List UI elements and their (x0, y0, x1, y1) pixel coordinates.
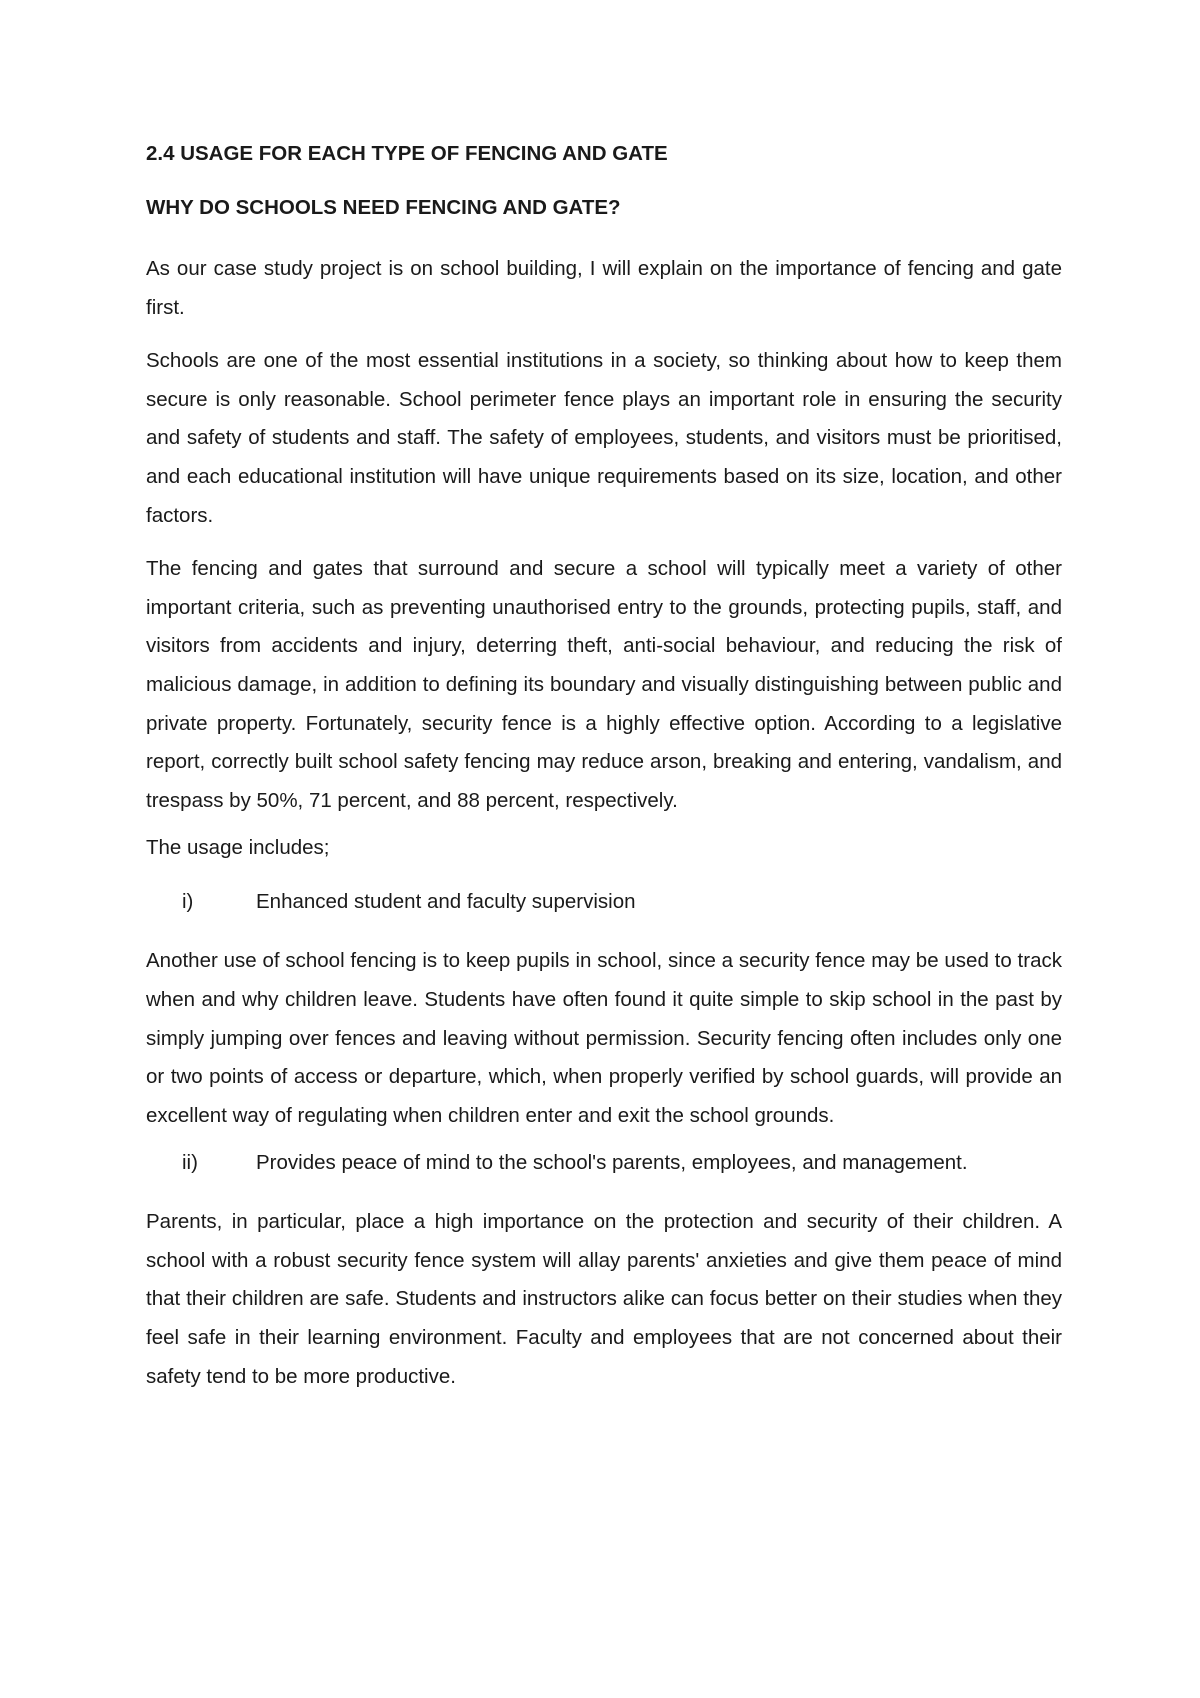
list-text-2: Provides peace of mind to the school's parents, employees, and management. (256, 1151, 968, 1175)
usage-intro: The usage includes; (146, 836, 330, 860)
section-heading: 2.4 USAGE FOR EACH TYPE OF FENCING AND GATE (146, 142, 668, 165)
list-marker-2: ii) (182, 1151, 198, 1175)
list-item-1 (146, 889, 1062, 915)
document-page (146, 142, 1062, 1396)
paragraph-criteria: The fencing and gates that surround and secure a school will typically meet a variety of other important criteria, such as preventing unauthorised entry to the grounds, protecting pupils, staff, and visitors from accidents and injury, deterring theft, anti-social behaviour, and reducing the risk of malicious damage, in addition to defining its boundary and visually distinguishing between public and private property. Fortunately, security fence is a highly effective option. According to a legislative report, correctly built school safety fencing may reduce arson, breaking and entering, vandalism, and trespass by 50%, 71 percent, and 88 percent, respectively. (146, 557, 1062, 812)
paragraph-security: Schools are one of the most essential institutions in a society, so thinking about how to keep them secure is only reasonable. School perimeter fence plays an important role in ensuring the security and safety of students and staff. The safety of employees, students, and visitors must be prioritised, and each educational institution will have unique requirements based on its size, location, and other factors. (146, 349, 1062, 527)
paragraph-supervision: Another use of school fencing is to keep pupils in school, since a security fence may be used to track when and why children leave. Students have often found it quite simple to skip school in the past by simply jumping over fences and leaving without permission. Security fencing often includes only one or two points of access or departure, which, when properly verified by school guards, will provide an excellent way of regulating when children enter and exit the school grounds. (146, 949, 1062, 1127)
list-marker-1: i) (182, 890, 194, 914)
intro-paragraph: As our case study project is on school building, I will explain on the importance of fencing and gate first. (146, 257, 1062, 319)
list-text-1: Enhanced student and faculty supervision (256, 890, 636, 914)
question-heading: WHY DO SCHOOLS NEED FENCING AND GATE? (146, 196, 621, 219)
list-item-2 (146, 1150, 1062, 1176)
paragraph-peace-of-mind: Parents, in particular, place a high importance on the protection and security of their children. A school with a robust security fence system will allay parents' anxieties and give them peace of mind that their children are safe. Students and instructors alike can focus better on their studies when they feel safe in their learning environment. Faculty and employees that are not concerned about their safety tend to be more productive. (146, 1210, 1062, 1388)
